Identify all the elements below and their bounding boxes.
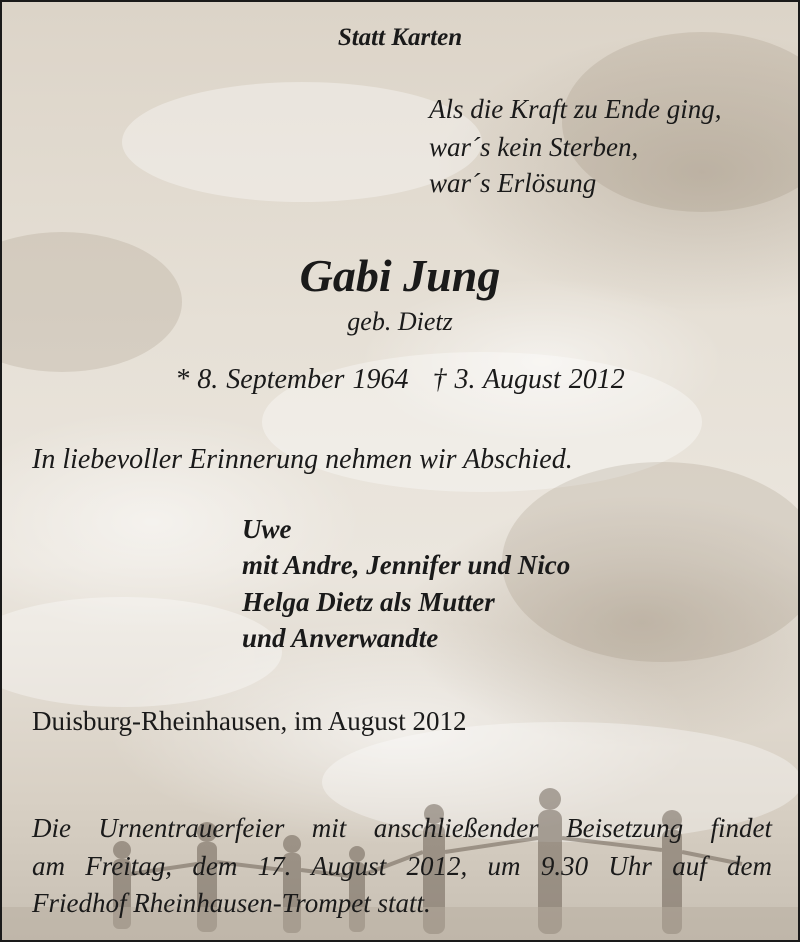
heading-statt-karten: Statt Karten [337,24,463,51]
poem-line: war´s kein Sterben, [429,132,639,162]
place-and-date: Duisburg-Rheinhausen, im August 2012 [32,706,467,736]
deceased-name: Gabi Jung [299,250,501,301]
maiden-name: geb. Dietz [347,307,453,336]
farewell-line: In liebevoller Erinnerung nehmen wir Abschied. [32,444,573,475]
family-line: Uwe [242,514,292,544]
poem-line: war´s Erlösung [429,168,597,198]
family-line: mit Andre, Jennifer und Nico [242,550,571,580]
service-notice-line: Friedhof Rheinhausen-Trompet statt. [32,888,431,918]
birth-death-dates: * 8. September 1964 † 3. August 2012 [175,364,625,395]
service-notice-line: Die Urnentrauerfeier mit anschließender Beisetzung findet [32,813,772,843]
poem-line: Als die Kraft zu Ende ging, [429,94,722,124]
service-notice-line: am Freitag, dem 17. August 2012, um 9.30 Uhr auf dem [32,851,772,881]
family-line: und Anverwandte [242,623,439,653]
family-line: Helga Dietz als Mutter [242,587,495,617]
